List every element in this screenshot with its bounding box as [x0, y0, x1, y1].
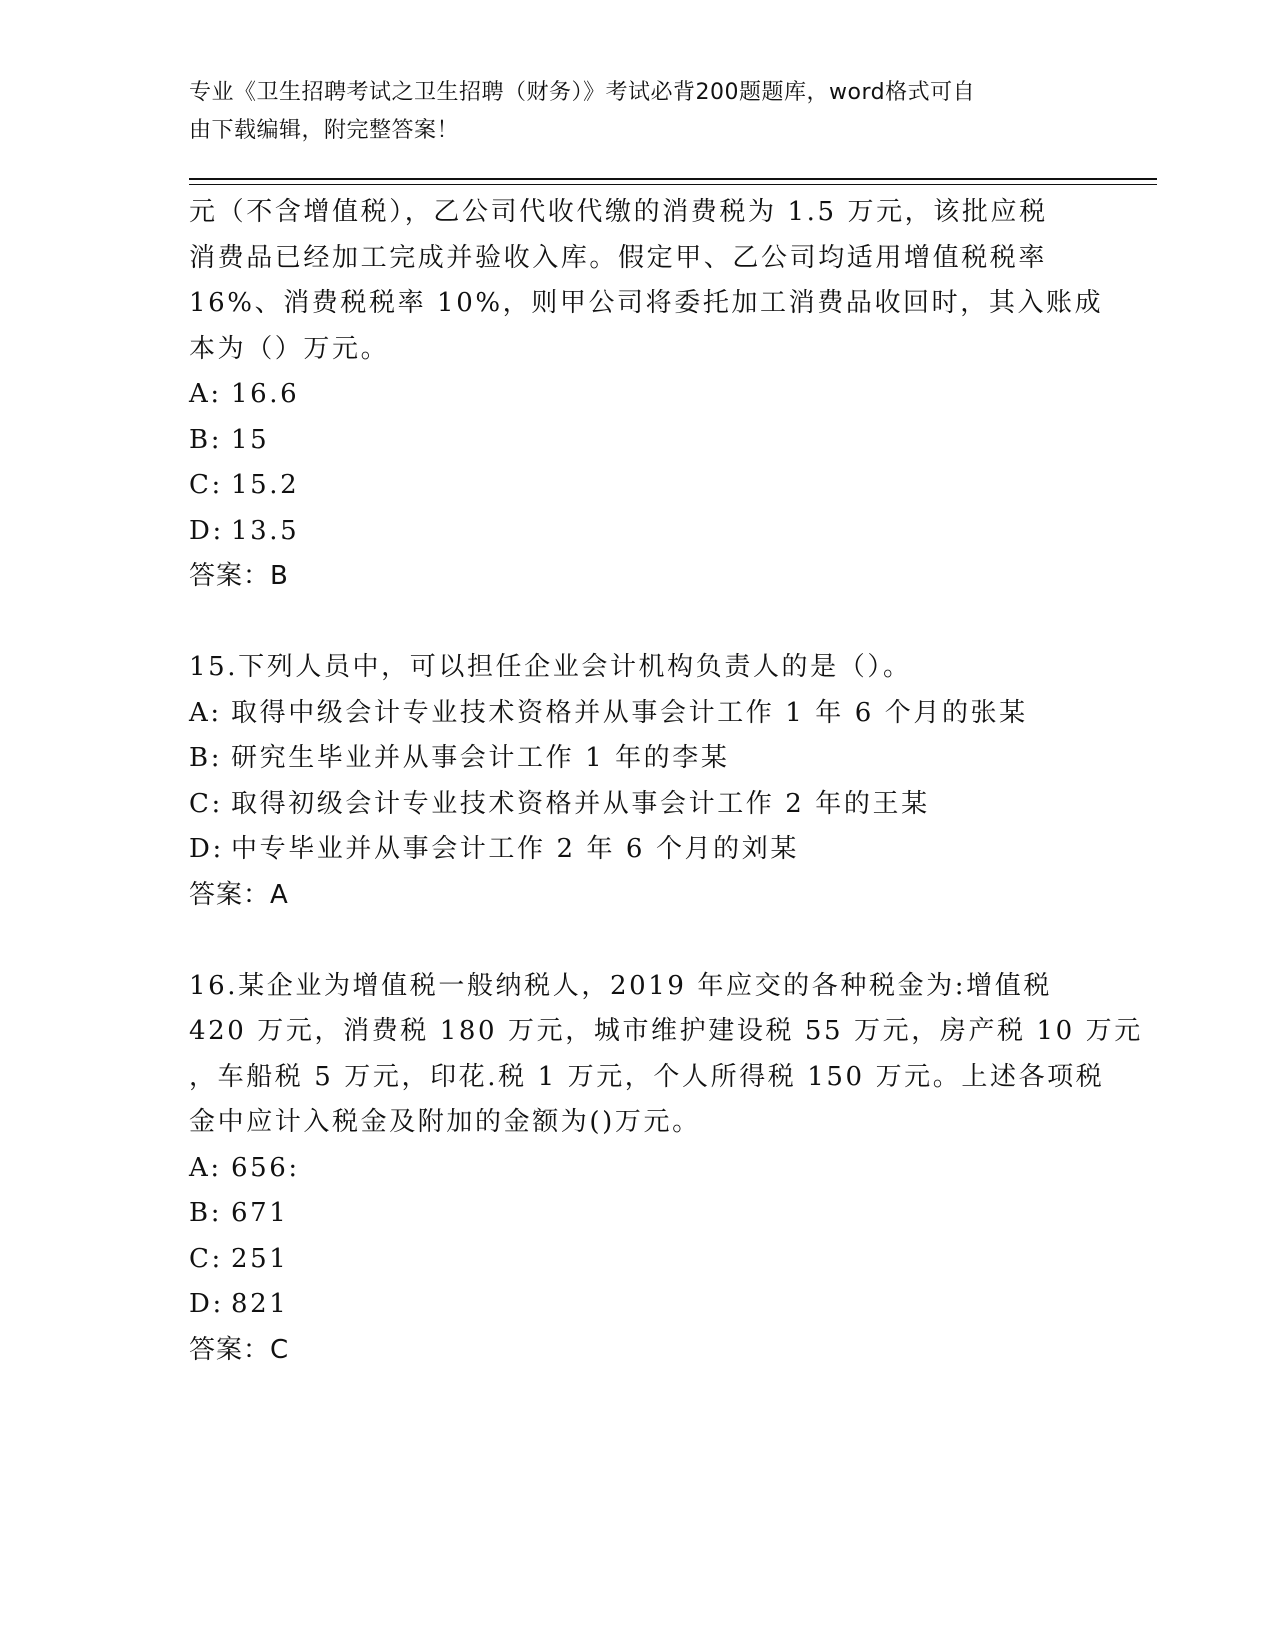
question-15-option-d	[189, 827, 1089, 873]
question-14	[189, 190, 1104, 600]
header-divider-thin	[189, 184, 1157, 185]
option-text: 16.6	[231, 379, 300, 409]
question-15-option-b	[189, 736, 1089, 782]
option-label: D:	[189, 834, 224, 864]
question-15-option-a	[189, 691, 1089, 737]
option-text: 671	[231, 1198, 289, 1228]
question-15-stem-line-1: 15.下列人员中，可以担任企业会计机构负责人的是（）。	[189, 652, 912, 682]
option-label: C:	[189, 1243, 223, 1274]
question-14-stem-line-1: 元（不含增值税），乙公司代收代缴的消费税为 1.5 万元，该批应税	[189, 197, 1048, 227]
question-16-option-d	[189, 1282, 1089, 1328]
header-title-line-1: 专业《卫生招聘考试之卫生招聘（财务）》考试必背200题题库，word格式可自	[189, 80, 976, 105]
question-list	[189, 190, 1143, 1373]
option-text: 656:	[231, 1152, 300, 1183]
option-label: C:	[189, 470, 223, 500]
document-header	[189, 74, 1069, 150]
option-text: 中专毕业并从事会计工作 2 年 6 个月的刘某	[231, 834, 799, 864]
option-label: B:	[189, 1198, 223, 1228]
question-16-option-a	[189, 1146, 1089, 1192]
question-16-option-c	[189, 1237, 1089, 1283]
option-label: A:	[189, 697, 222, 728]
question-16-option-b	[189, 1191, 1089, 1237]
header-divider-thick	[189, 178, 1157, 180]
question-16	[189, 964, 1143, 1374]
question-16-stem-line-3: ，车船税 5 万元，印花.税 1 万元，个人所得税 150 万元。上述各项税	[189, 1061, 1105, 1092]
question-16-stem-line-1: 16.某企业为增值税一般纳税人，2019 年应交的各种税金为:增值税	[189, 970, 1052, 1001]
spacer	[189, 918, 1089, 964]
option-text: 15.2	[231, 470, 300, 500]
option-label: A:	[189, 379, 222, 409]
question-14-option-a	[189, 372, 1089, 418]
question-15-answer: 答案：A	[189, 879, 289, 910]
option-text: 13.5	[231, 515, 300, 546]
option-label: B:	[189, 424, 223, 455]
question-15-option-c	[189, 782, 1089, 828]
spacer	[189, 600, 1089, 646]
option-label: B:	[189, 743, 223, 773]
question-14-option-c	[189, 463, 1089, 509]
question-14-stem-line-4: 本为（）万元。	[189, 333, 390, 364]
question-16-stem-line-4: 金中应计入税金及附加的金额为()万元。	[189, 1107, 701, 1137]
question-14-option-d	[189, 509, 1089, 555]
option-text: 取得中级会计专业技术资格并从事会计工作 1 年 6 个月的张某	[231, 697, 1028, 728]
option-text: 821	[231, 1289, 289, 1319]
question-15	[189, 645, 1089, 918]
option-label: A:	[189, 1152, 222, 1183]
question-14-stem-line-2: 消费品已经加工完成并验收入库。假定甲、乙公司均适用增值税税率	[189, 242, 1048, 273]
question-14-answer: 答案：B	[189, 561, 289, 591]
option-text: 研究生毕业并从事会计工作 1 年的李某	[231, 743, 730, 773]
option-text: 251	[231, 1243, 289, 1274]
option-label: D:	[189, 1289, 224, 1319]
option-label: D:	[189, 515, 224, 546]
question-16-stem-line-2: 420 万元，消费税 180 万元，城市维护建设税 55 万元，房产税 10 万元	[189, 1016, 1143, 1046]
option-label: C:	[189, 788, 223, 819]
question-16-answer: 答案：C	[189, 1334, 290, 1365]
question-14-option-b	[189, 418, 1089, 464]
option-text: 15	[231, 424, 270, 455]
option-text: 取得初级会计专业技术资格并从事会计工作 2 年的王某	[231, 788, 930, 819]
question-14-stem-line-3: 16%、消费税税率 10%，则甲公司将委托加工消费品收回时，其入账成	[189, 288, 1104, 318]
header-title-line-2: 由下载编辑，附完整答案！	[189, 118, 460, 143]
